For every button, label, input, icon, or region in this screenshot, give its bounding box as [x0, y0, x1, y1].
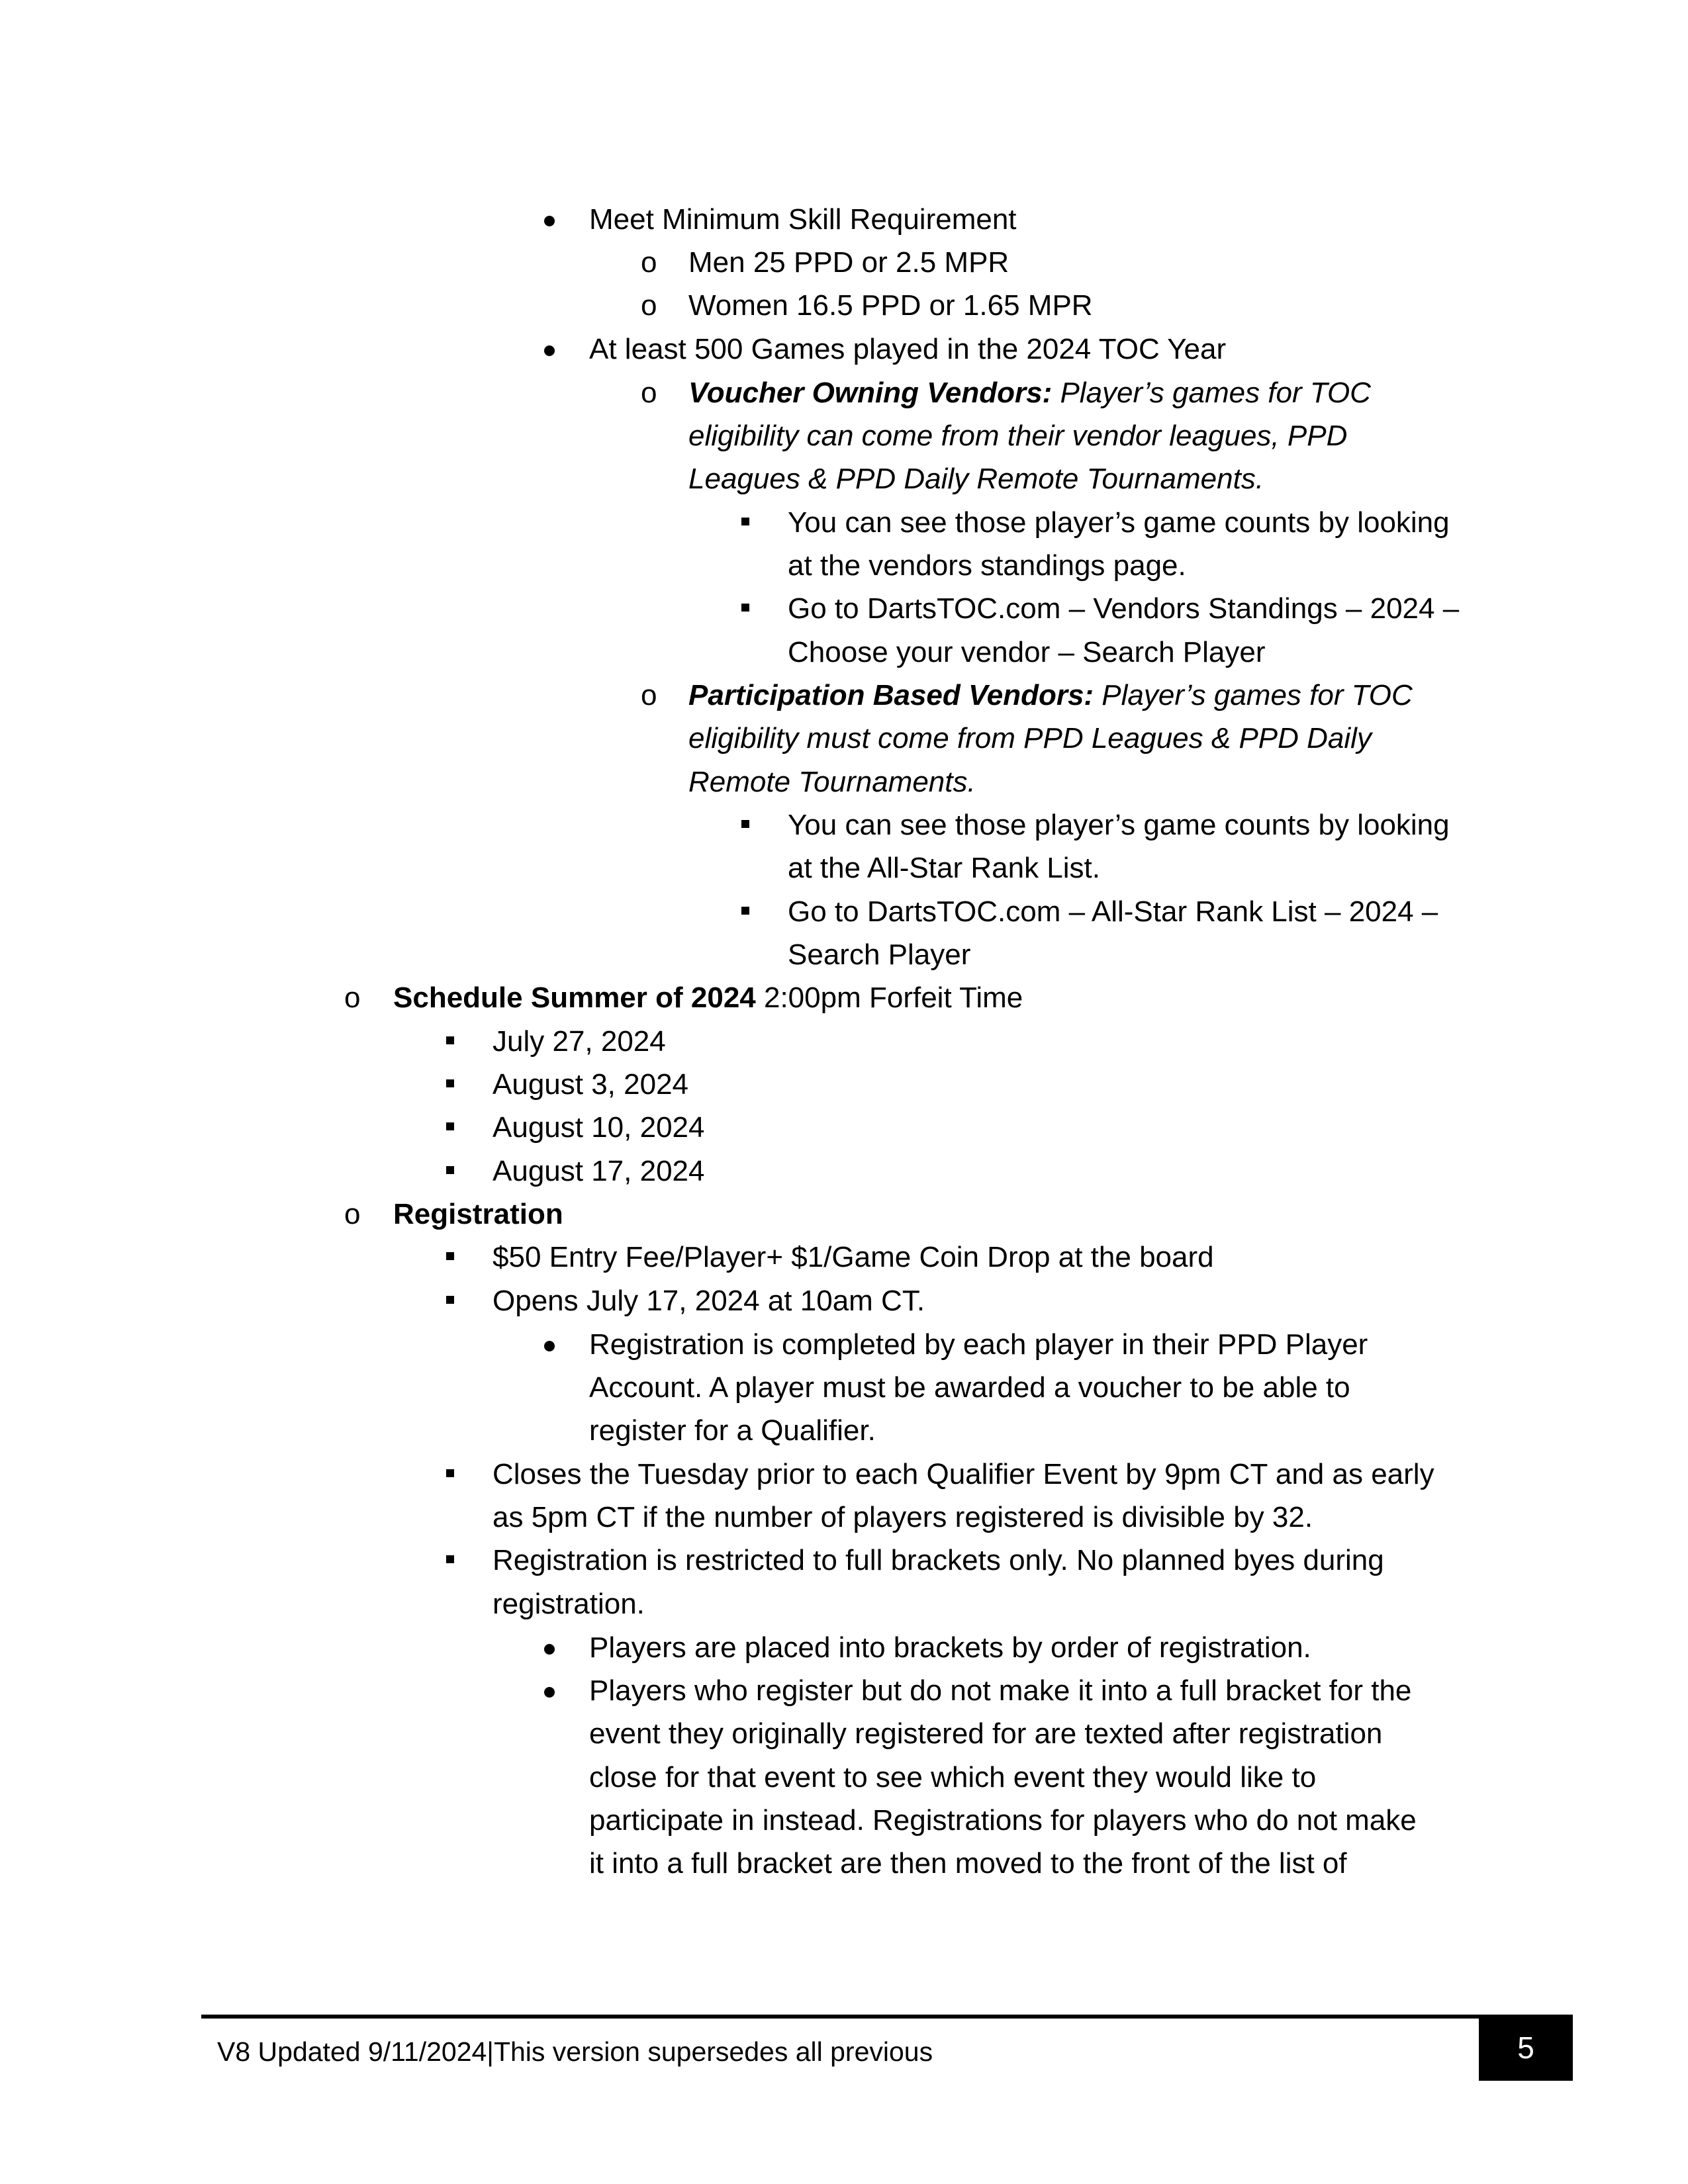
- registration-completed-line1: Registration is completed by each player in their PPD Player: [589, 1328, 1368, 1361]
- voucher-vendors-label: Voucher Owning Vendors:: [688, 377, 1053, 409]
- bullet-circle-icon: o: [344, 1198, 361, 1230]
- schedule-date: August 17, 2024: [492, 1155, 705, 1187]
- participation-vendors-line1: [688, 676, 1413, 715]
- voucher-vendors-line1: [688, 373, 1371, 413]
- schedule-date: August 10, 2024: [492, 1111, 705, 1144]
- page-number: 5: [1517, 2030, 1534, 2065]
- bullet-square-icon: [741, 604, 749, 612]
- registration-closes-line2: as 5pm CT if the number of players registered is divisible by 32.: [492, 1501, 1313, 1533]
- registration-fee: $50 Entry Fee/Player+ $1/Game Coin Drop at the board: [492, 1241, 1214, 1273]
- participation-vendors-line3: Remote Tournaments.: [688, 766, 976, 798]
- registration-completed-line2: Account. A player must be awarded a voucher to be able to: [589, 1371, 1350, 1404]
- participation-sub1-line1: You can see those player’s game counts by looking: [788, 809, 1450, 841]
- participation-vendors-text: Player’s games for TOC: [1094, 679, 1413, 711]
- games-requirement: At least 500 Games played in the 2024 TOC Year: [589, 333, 1227, 365]
- voucher-vendors-line2: eligibility can come from their vendor leagues, PPD: [688, 420, 1348, 452]
- bullet-disc-icon: [544, 345, 555, 356]
- bullet-square-icon: [446, 1036, 454, 1044]
- registration-restricted-line1: Registration is restricted to full brackets only. No planned byes during: [492, 1544, 1384, 1576]
- schedule-date: August 3, 2024: [492, 1068, 689, 1101]
- registration-notfull-line3: close for that event to see which event they would like to: [589, 1761, 1317, 1794]
- registration-heading: Registration: [393, 1198, 563, 1230]
- participation-sub1-line2: at the All-Star Rank List.: [788, 852, 1100, 884]
- bullet-square-icon: [741, 820, 749, 828]
- registration-restricted-line2: registration.: [492, 1588, 645, 1620]
- bullet-square-icon: [446, 1079, 454, 1087]
- bullet-disc-icon: [544, 1687, 555, 1698]
- voucher-vendors-line3: Leagues & PPD Daily Remote Tournaments.: [688, 463, 1264, 495]
- registration-notfull-line2: event they originally registered for are texted after registration: [589, 1717, 1383, 1750]
- bullet-square-icon: [446, 1296, 454, 1304]
- schedule-date: July 27, 2024: [492, 1025, 666, 1058]
- schedule-forfeit-time: 2:00pm Forfeit Time: [755, 981, 1023, 1014]
- bullet-disc-icon: [544, 1341, 555, 1351]
- participation-sub2-line2: Search Player: [788, 938, 971, 971]
- footer-version-note: V8 Updated 9/11/2024|This version supersedes all previous: [217, 2036, 933, 2067]
- registration-closes-line1: Closes the Tuesday prior to each Qualifier Event by 9pm CT and as early: [492, 1458, 1434, 1490]
- bullet-square-icon: [446, 1122, 454, 1130]
- bullet-disc-icon: [544, 1644, 555, 1655]
- skill-requirement: Meet Minimum Skill Requirement: [589, 203, 1017, 236]
- bullet-circle-icon: o: [641, 679, 657, 711]
- voucher-sub1-line1: You can see those player’s game counts by looking: [788, 506, 1450, 539]
- bullet-square-icon: [446, 1469, 454, 1477]
- page-number-box: [1479, 2015, 1573, 2081]
- registration-completed-line3: register for a Qualifier.: [589, 1414, 876, 1447]
- skill-women: Women 16.5 PPD or 1.65 MPR: [688, 289, 1093, 322]
- registration-notfull-line5: it into a full bracket are then moved to the front of the list of: [589, 1847, 1347, 1880]
- voucher-sub2-line2: Choose your vendor – Search Player: [788, 636, 1266, 668]
- bullet-square-icon: [741, 518, 749, 525]
- bullet-circle-icon: o: [641, 246, 657, 279]
- skill-men: Men 25 PPD or 2.5 MPR: [688, 246, 1009, 279]
- voucher-sub1-line2: at the vendors standings page.: [788, 549, 1186, 582]
- registration-notfull-line1: Players who register but do not make it into a full bracket for the: [589, 1674, 1412, 1707]
- registration-placed: Players are placed into brackets by order of registration.: [589, 1631, 1311, 1664]
- bullet-circle-icon: o: [641, 289, 657, 322]
- schedule-title: Schedule Summer of 2024: [393, 981, 756, 1014]
- footer-divider: [201, 2015, 1573, 2019]
- participation-vendors-label: Participation Based Vendors:: [688, 679, 1094, 711]
- participation-vendors-line2: eligibility must come from PPD Leagues & PPD Daily: [688, 722, 1372, 754]
- bullet-circle-icon: o: [344, 981, 361, 1014]
- bullet-circle-icon: o: [641, 377, 657, 409]
- voucher-sub2-line1: Go to DartsTOC.com – Vendors Standings – 2024 –: [788, 592, 1460, 625]
- bullet-square-icon: [446, 1166, 454, 1174]
- voucher-vendors-text: Player’s games for TOC: [1052, 377, 1371, 409]
- registration-opens: Opens July 17, 2024 at 10am CT.: [492, 1285, 925, 1317]
- schedule-heading: [393, 978, 1023, 1018]
- bullet-square-icon: [446, 1252, 454, 1260]
- registration-notfull-line4: participate in instead. Registrations for players who do not make: [589, 1804, 1417, 1837]
- bullet-square-icon: [741, 907, 749, 915]
- participation-sub2-line1: Go to DartsTOC.com – All-Star Rank List – 2024 –: [788, 895, 1438, 928]
- bullet-disc-icon: [544, 216, 555, 226]
- bullet-square-icon: [446, 1555, 454, 1563]
